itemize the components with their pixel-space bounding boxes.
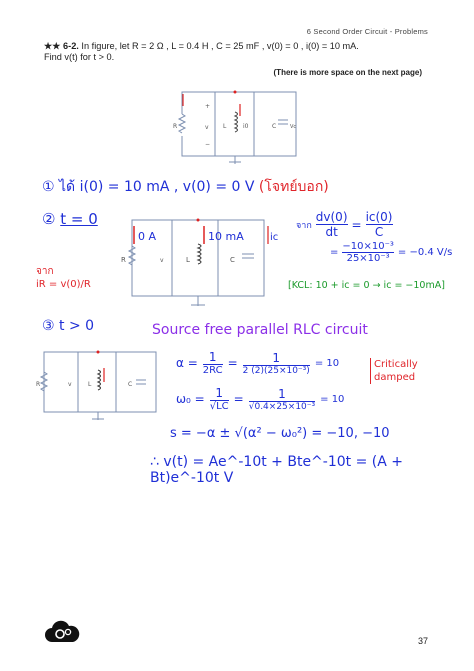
- problem-ask: Find v(t) for t > 0.: [44, 52, 115, 62]
- dv-num: dv(0): [315, 210, 348, 224]
- label-10mA: 10 mA: [208, 230, 244, 243]
- omega-f2-num: 1: [249, 387, 315, 402]
- damping-note-2: damped: [374, 372, 416, 383]
- label-v-2: v: [160, 257, 164, 264]
- frac2-num: −10×10⁻³: [342, 241, 394, 252]
- iR-formula: [36, 264, 106, 290]
- label-ic: ic: [270, 232, 279, 243]
- running-header: 6 Second Order Circuit - Problems: [306, 27, 428, 36]
- frac2-den: 25×10⁻³: [346, 253, 390, 264]
- omega-f2-den: √0.4×25×10⁻³: [248, 401, 316, 412]
- s-roots: s = −α ± √(α² − ω₀²) = −10, −10: [170, 426, 390, 441]
- damping-note: [370, 358, 418, 384]
- step2-title: t = 0: [60, 210, 98, 228]
- label-C: C: [272, 123, 277, 130]
- damping-note-1: Critically: [374, 359, 418, 370]
- ic-den: C: [374, 225, 384, 239]
- problem-number: ★★ 6-2.: [44, 41, 79, 51]
- final-answer: ∴ v(t) = Ae^-10t + Bte^-10t = (A + Bt)e^-10t V: [150, 454, 403, 486]
- step1-marker: ①: [42, 179, 55, 195]
- label-L-2: L: [186, 256, 190, 264]
- step1-note: (โจทย์บอก): [258, 179, 329, 195]
- circuit-diagram-1: [170, 84, 310, 166]
- step2-heading: [42, 210, 98, 228]
- omega-lhs: ω₀ =: [176, 392, 205, 406]
- omega-f1-num: 1: [210, 386, 229, 401]
- page-number: 37: [417, 636, 428, 646]
- derivation-result: = −0.4 V/s: [397, 247, 453, 258]
- alpha-f2-den: 2 (2)(25×10⁻³): [242, 365, 310, 376]
- problem-statement: [44, 41, 359, 63]
- rlc-title: Source free parallel RLC circuit: [152, 322, 368, 338]
- label-C-3: C: [128, 381, 133, 388]
- step3-marker: ③: [42, 318, 55, 334]
- label-0A: 0 A: [138, 230, 157, 243]
- iR-from: จาก: [36, 266, 54, 277]
- label-i0: i0: [243, 123, 249, 130]
- top-node: [234, 91, 237, 94]
- label-v-3: v: [68, 381, 72, 388]
- label-L-3: L: [88, 381, 92, 388]
- cloud-gear-logo: [44, 618, 80, 644]
- omega-f1-den: √LC: [209, 401, 229, 412]
- alpha-eq: α = 1 2RC = 1 2 (2)(25×10⁻³) = 10: [176, 350, 340, 376]
- label-C-2: C: [230, 256, 235, 264]
- from-label: จาก: [296, 220, 312, 231]
- label-R: R: [173, 123, 178, 130]
- circuit-diagram-2: [120, 210, 280, 312]
- step1: [42, 176, 329, 198]
- alpha-f2-num: 1: [243, 351, 310, 366]
- omega-eq: ω₀ = 1 √LC = 1 √0.4×25×10⁻³ = 10: [176, 386, 345, 412]
- dv-den: dt: [325, 225, 338, 239]
- derivation: จาก $\frac{dv(0)}{dt}$ = $\frac{ic(0)}{C}$ = $\frac{\text{−10×10⁻³}}{\text{25×10⁻³}}$ = −0.4 V/s: [296, 210, 453, 264]
- label-Vc: Vc: [290, 124, 297, 130]
- step1-text: ได้ i(0) = 10 mA , v(0) = 0 V: [59, 179, 255, 195]
- kcl-note: [KCL: 10 + ic = 0 → ic = −10mA]: [288, 280, 445, 291]
- iR-eq: iR = v(0)/R: [36, 279, 91, 290]
- step3-heading: [42, 318, 94, 334]
- circuit-diagram-3: [34, 346, 164, 424]
- step3-title: t > 0: [59, 318, 95, 334]
- problem-text: In figure, let R = 2 Ω , L = 0.4 H , C = 25 mF , v(0) = 0 , i(0) = 10 mA.: [81, 41, 359, 51]
- alpha-f1-den: 2RC: [202, 365, 223, 376]
- label-v: v: [205, 124, 209, 131]
- ic-num: ic(0): [365, 210, 393, 224]
- label-R-3: R: [36, 381, 41, 388]
- plus-sign: +: [205, 103, 211, 110]
- step2-marker: ②: [42, 210, 56, 228]
- label-R-2: R: [121, 256, 126, 264]
- label-L: L: [223, 123, 227, 130]
- alpha-f1-num: 1: [203, 350, 223, 365]
- omega-result: = 10: [320, 393, 345, 405]
- alpha-result: = 10: [314, 357, 340, 369]
- more-space-note: (There is more space on the next page): [273, 68, 422, 77]
- alpha-lhs: α =: [176, 356, 198, 370]
- minus-sign: −: [205, 141, 211, 148]
